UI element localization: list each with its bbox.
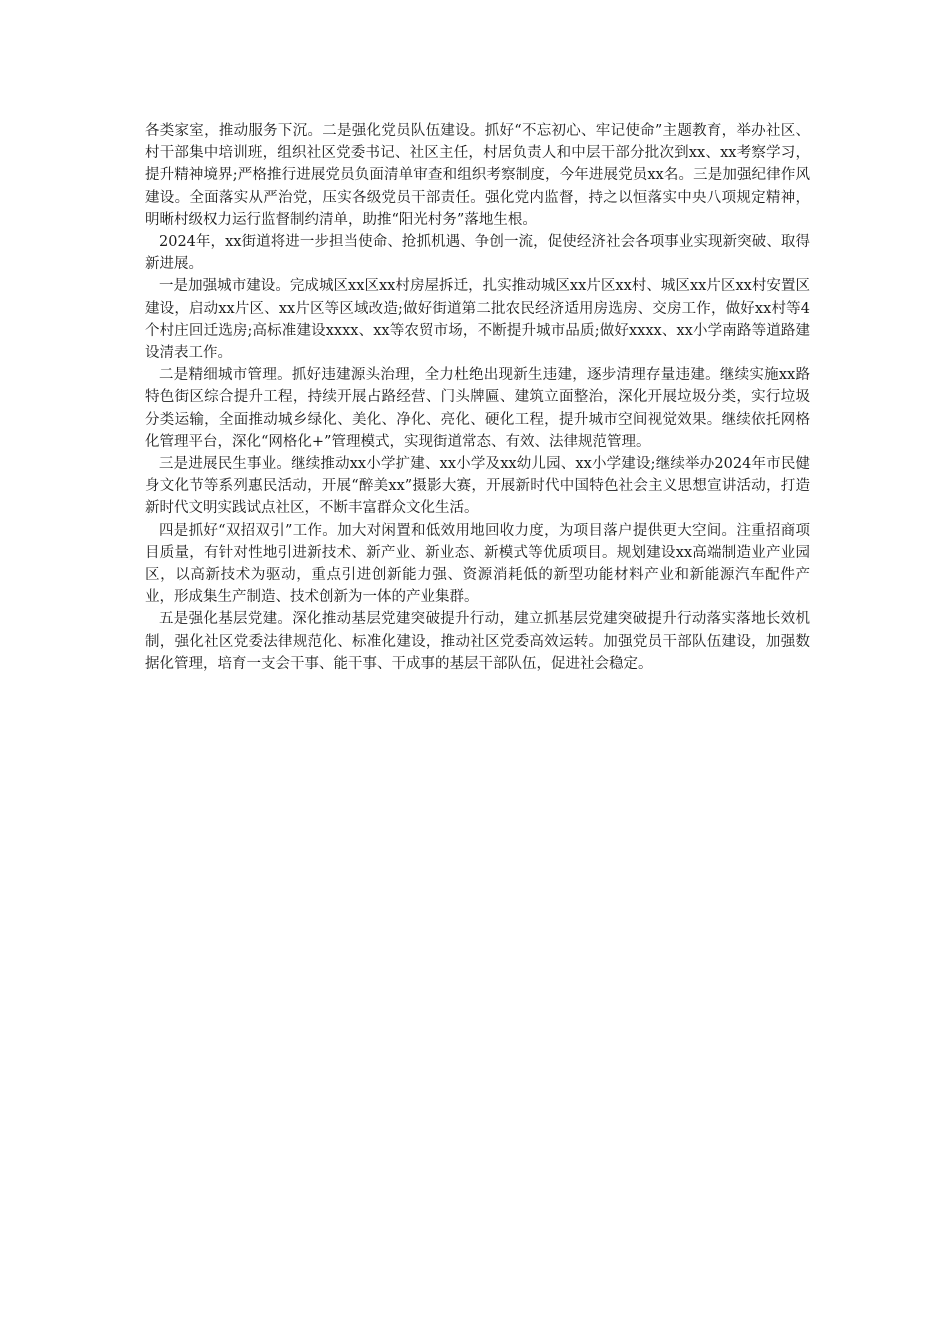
document-body: [145, 120, 810, 675]
paragraph-urban-construction: 一是加强城市建设。完成城区xx区xx村房屋拆迁，扎实推动城区xx片区xx村、城区xx片区xx村安置区建设，启动xx片区、xx片区等区域改造;做好街道第二批农民经济适用房选房、交房工作，做好xx村等4个村庄回迁选房;高标准建设xxxx、xx等农贸市场，不断提升城市品质;做好xxxx、xx小学南路等道路建设清表工作。: [145, 278, 810, 362]
paragraph-2024-outlook: 2024年，xx街道将进一步担当使命、抢抓机遇、争创一流，促使经济社会各项事业实现新突破、取得新进展。: [145, 234, 810, 273]
paragraph-livelihood: 三是进展民生事业。继续推动xx小学扩建、xx小学及xx幼儿园、xx小学建设;继续举办2024年市民健身文化节等系列惠民活动，开展“醉美xx”摄影大赛，开展新时代中国特色社会主义思想宣讲活动，打造新时代文明实践试点社区，不断丰富群众文化生活。: [145, 456, 810, 517]
paragraph-grassroots-party: 五是强化基层党建。深化推动基层党建突破提升行动，建立抓基层党建突破提升行动落实落地长效机制，强化社区党委法律规范化、标准化建设，推动社区党委高效运转。加强党员干部队伍建设，加强数据化管理，培育一支会干事、能干事、干成事的基层干部队伍，促进社会稳定。: [145, 611, 810, 672]
paragraph-urban-management: 二是精细城市管理。抓好违建源头治理，全力杜绝出现新生违建，逐步清理存量违建。继续实施xx路特色街区综合提升工程，持续开展占路经营、门头牌匾、建筑立面整治，深化开展垃圾分类，实行垃圾分类运输，全面推动城乡绿化、美化、净化、亮化、硬化工程，提升城市空间视觉效果。继续依托网格化管理平台，深化“网格化+”管理模式，实现街道常态、有效、法律规范管理。: [145, 367, 810, 450]
paragraph-investment: 四是抓好“双招双引”工作。加大对闲置和低效用地回收力度，为项目落户提供更大空间。注重招商项目质量，有针对性地引进新技术、新产业、新业态、新模式等优质项目。规划建设xx高端制造业产业园区，以高新技术为驱动，重点引进创新能力强、资源消耗低的新型功能材料产业和新能源汽车配件产业，形成集生产制造、技术创新为一体的产业集群。: [145, 522, 810, 606]
paragraph-party-building-continued: 各类家室，推动服务下沉。二是强化党员队伍建设。抓好“不忘初心、牢记使命”主题教育，举办社区、村干部集中培训班，组织社区党委书记、社区主任，村居负责人和中层干部分批次到xx、xx考察学习，提升精神境界;严格推行进展党员负面清单审查和组织考察制度，今年进展党员xx名。三是加强纪律作风建设。全面落实从严治党，压实各级党员干部责任。强化党内监督，持之以恒落实中央八项规定精神，明晰村级权力运行监督制约清单，助推“阳光村务”落地生根。: [145, 123, 810, 228]
